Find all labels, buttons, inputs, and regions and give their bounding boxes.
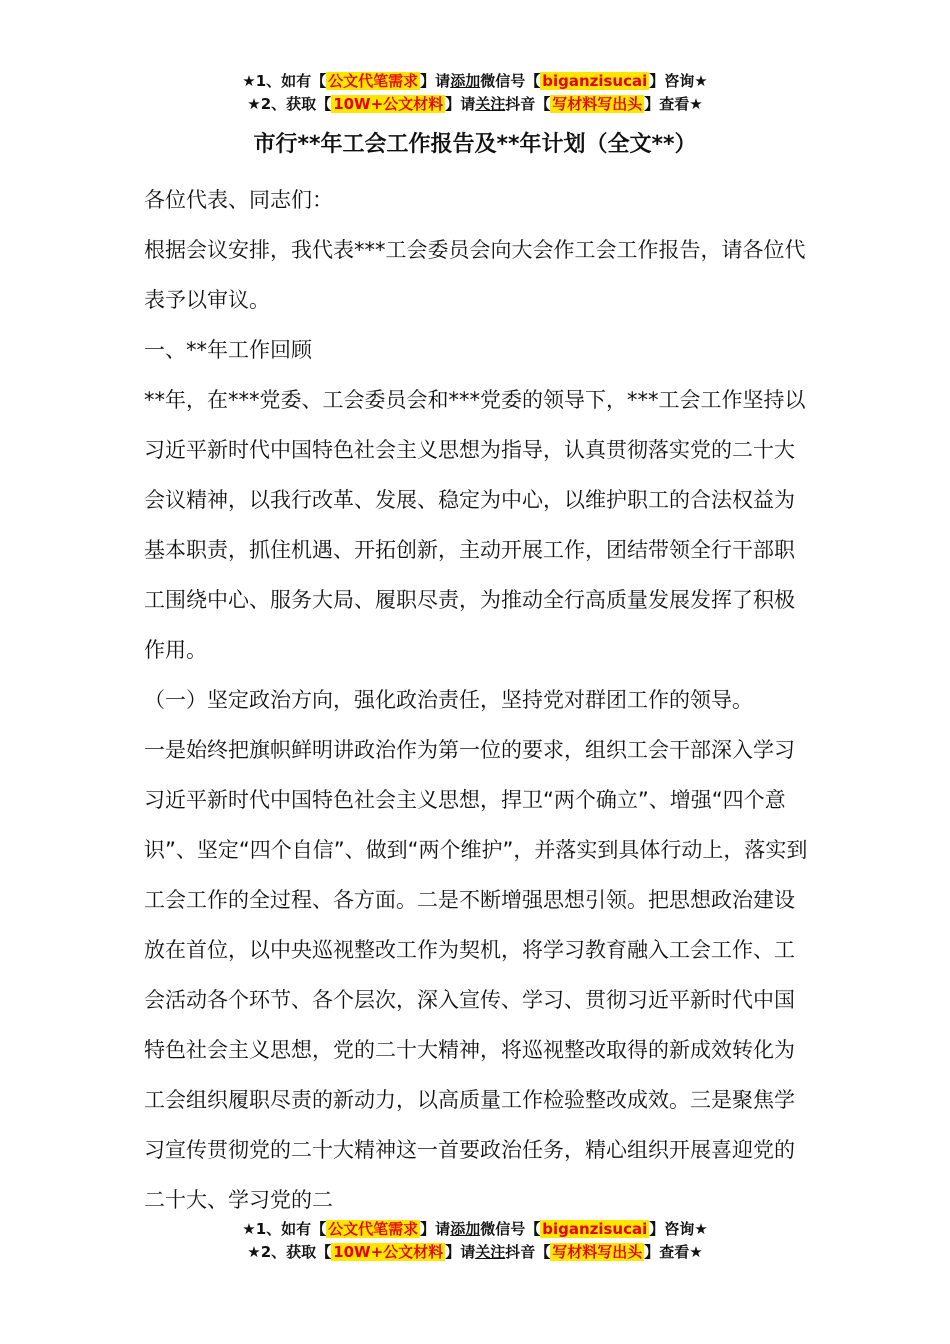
banner-line-2 bbox=[0, 1241, 950, 1264]
banner-underline: 添加 bbox=[450, 1220, 481, 1238]
document-title: 市行**年工会工作报告及**年计划（全文**） bbox=[253, 132, 697, 157]
banner-highlight: 写材料写出头 bbox=[552, 95, 643, 113]
document-body bbox=[144, 175, 814, 1225]
banner-text: ★2、获取【 bbox=[247, 95, 332, 113]
banner-text: 】咨询★ bbox=[649, 72, 708, 90]
footer-banner bbox=[0, 1218, 950, 1264]
banner-text: 】请 bbox=[445, 1243, 476, 1261]
paragraph: 一是始终把旗帜鲜明讲政治作为第一位的要求，组织工会干部深入学习习近平新时代中国特色社会主义思想，捍卫“两个确立”、增强“四个意识”、坚定“四个自信”、做到“两个维护”，并落实到具体行动上，落实到工会工作的全过程、各方面。二是不断增强思想引领。把思想政治建设放在首位，以中央巡视整改工作为契机，将学习教育融入工会工作、工会活动各个环节、各个层次，深入宣传、学习、贯彻习近平新时代中国特色社会主义思想，党的二十大精神，将巡视整改取得的新成效转化为工会组织履职尽责的新动力，以高质量工作检验整改成效。三是聚焦学习宣传贯彻党的二十大精神这一首要政治任务，精心组织开展喜迎党的二十大、学习党的二 bbox=[144, 738, 808, 1212]
banner-text: 】请 bbox=[445, 95, 476, 113]
banner-underline: 关注 bbox=[475, 95, 506, 113]
banner-line-1 bbox=[0, 70, 950, 93]
header-banner bbox=[0, 70, 950, 116]
subsection-heading: （一）坚定政治方向，强化政治责任，坚持党对群团工作的领导。 bbox=[144, 688, 753, 712]
banner-highlight: 公文代笔需求 bbox=[328, 1220, 419, 1238]
banner-text: 抖音【 bbox=[505, 95, 551, 113]
banner-text: 】请 bbox=[420, 72, 451, 90]
salutation: 各位代表、同志们： bbox=[144, 188, 333, 212]
banner-text: ★1、如有【 bbox=[242, 72, 327, 90]
banner-text: 微信号【 bbox=[480, 72, 541, 90]
banner-highlight: biganzisucai bbox=[542, 72, 648, 90]
paragraph: **年，在***党委、工会委员会和***党委的领导下，***工会工作坚持以习近平新时代中国特色社会主义思想为指导，认真贯彻落实党的二十大会议精神，以我行改革、发展、稳定为中心，以维护职工的合法权益为基本职责，抓住机遇、开拓创新，主动开展工作，团结带领全行干部职工围绕中心、服务大局、履职尽责，为推动全行高质量发展发挥了积极作用。 bbox=[144, 388, 806, 662]
banner-text: 】咨询★ bbox=[649, 1220, 708, 1238]
banner-highlight: 10W+公文材料 bbox=[333, 95, 444, 113]
banner-highlight: 写材料写出头 bbox=[552, 1243, 643, 1261]
banner-text: 微信号【 bbox=[480, 1220, 541, 1238]
banner-text: 】查看★ bbox=[644, 1243, 703, 1261]
banner-text: 】查看★ bbox=[644, 95, 703, 113]
banner-text: 】请 bbox=[420, 1220, 451, 1238]
banner-text: 抖音【 bbox=[505, 1243, 551, 1261]
paragraph: 根据会议安排，我代表***工会委员会向大会作工会工作报告，请各位代表予以审议。 bbox=[144, 238, 806, 312]
banner-highlight: 10W+公文材料 bbox=[333, 1243, 444, 1261]
banner-underline: 添加 bbox=[450, 72, 481, 90]
banner-line-1 bbox=[0, 1218, 950, 1241]
banner-highlight: 公文代笔需求 bbox=[328, 72, 419, 90]
banner-underline: 关注 bbox=[475, 1243, 506, 1261]
section-heading: 一、**年工作回顾 bbox=[144, 338, 312, 362]
banner-line-2 bbox=[0, 93, 950, 116]
banner-highlight: biganzisucai bbox=[542, 1220, 648, 1238]
banner-text: ★1、如有【 bbox=[242, 1220, 327, 1238]
banner-text: ★2、获取【 bbox=[247, 1243, 332, 1261]
